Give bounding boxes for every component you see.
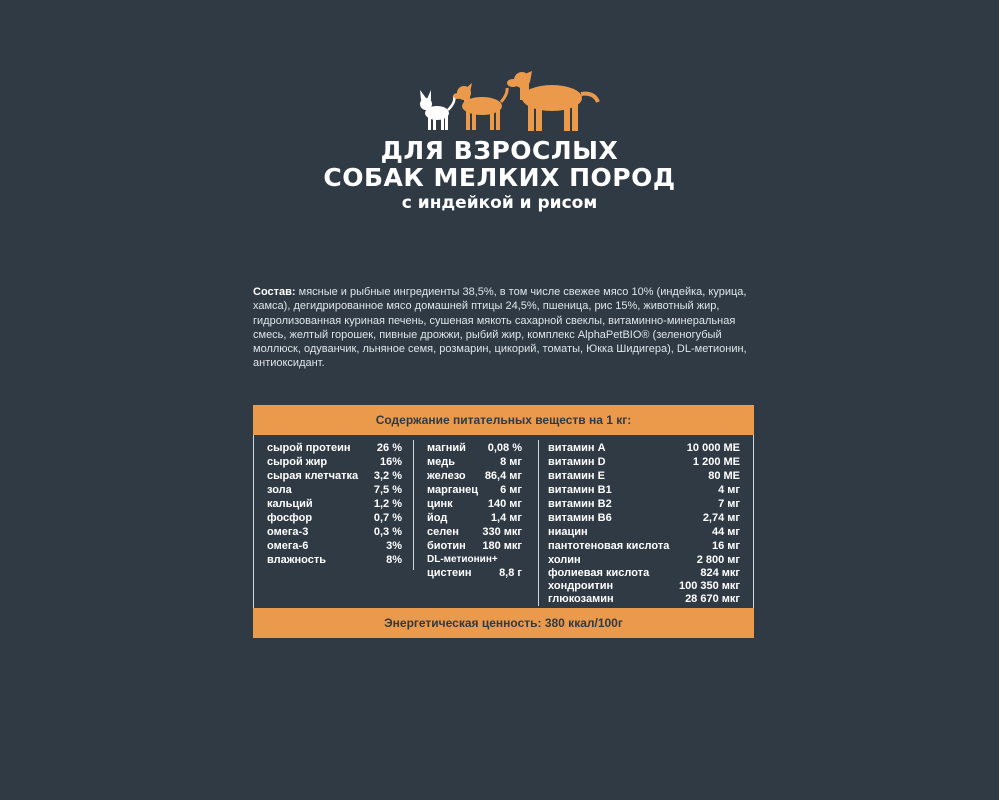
nutrient-row: витамин В6 2,74 мг (548, 512, 740, 524)
nutrient-row: зола 7,5 % (267, 484, 402, 496)
nutrient-row: сырой протеин 26 % (267, 442, 402, 454)
nutrient-row: сырой жир 16% (267, 456, 402, 468)
nutrient-row: сырая клетчатка 3,2 % (267, 470, 402, 482)
subtitle: с индейкой и рисом (401, 193, 598, 213)
title-line-1: ДЛЯ ВЗРОСЛЫХ (380, 136, 619, 165)
nutrient-row: биотин 180 мкг (427, 540, 522, 552)
dogs-icon (412, 66, 602, 136)
nutrient-row: фолиевая кислота 824 мкг (548, 567, 740, 579)
nutrient-row: селен 330 мкг (427, 526, 522, 538)
nutrient-row: омега-6 3% (267, 540, 402, 552)
divider-left (253, 435, 254, 608)
nutrient-row: витамин А 10 000 МЕ (548, 442, 740, 454)
nutrient-row: кальций 1,2 % (267, 498, 402, 510)
nutrient-row: DL-метионин+ (427, 554, 498, 565)
nutrient-row: глюкозамин 28 670 мкг (548, 593, 740, 605)
nutrient-row: витамин D 1 200 МЕ (548, 456, 740, 468)
divider-2 (538, 440, 539, 606)
nutrient-row: витамин Е 80 МЕ (548, 470, 740, 482)
small-dog-icon (420, 90, 454, 130)
nutrient-row: витамин В2 7 мг (548, 498, 740, 510)
large-dog-icon (507, 71, 598, 131)
composition-label: Состав: (253, 286, 296, 298)
divider-1 (413, 440, 414, 570)
composition-text (253, 285, 763, 371)
nutrient-row: магний 0,08 % (427, 442, 522, 454)
nutrient-row: ниацин 44 мг (548, 526, 740, 538)
nutrient-row: витамин В1 4 мг (548, 484, 740, 496)
medium-dog-icon (453, 83, 507, 130)
nutrient-row: цинк 140 мг (427, 498, 522, 510)
nutrient-row: холин 2 800 мг (548, 554, 740, 566)
nutrient-row: марганец 6 мг (427, 484, 522, 496)
nutrient-row: хондроитин 100 350 мкг (548, 580, 740, 592)
composition-body: мясные и рыбные ингредиенты 38,5%, в том числе свежее мясо 10% (индейка, курица, хамса), дегидрированное мясо домашней птицы 24,5%, пшеница, рис 15%, животный жир, гидролизованная куриная печень, сушеная мякоть сахарной свеклы, витаминно-минеральная смесь, желтый горошек, пивные дрожжи, рыбий жир, комплекс AlphaPetBIO® (зеленогубый моллюск, одуванчик, льняное семя, розмарин, цикорий, томаты, Юкка Шидигера), DL-метионин, антиоксидант. (253, 286, 747, 370)
nutrient-row: фосфор 0,7 % (267, 512, 402, 524)
nutrient-row: пантотеновая кислота 16 мг (548, 540, 740, 552)
nutrients-header: Содержание питательных веществ на 1 кг: (253, 405, 754, 435)
nutrient-row: йод 1,4 мг (427, 512, 522, 524)
divider-right (753, 435, 754, 608)
nutrient-row: железо 86,4 мг (427, 470, 522, 482)
nutrient-row: влажность 8% (267, 554, 402, 566)
title-line-2: СОБАК МЕЛКИХ ПОРОД (323, 163, 676, 192)
energy-value: Энергетическая ценность: 380 ккал/100г (253, 608, 754, 638)
nutrient-row: омега-3 0,3 % (267, 526, 402, 538)
nutrient-row: медь 8 мг (427, 456, 522, 468)
nutrient-row: цистеин 8,8 г (427, 567, 522, 579)
